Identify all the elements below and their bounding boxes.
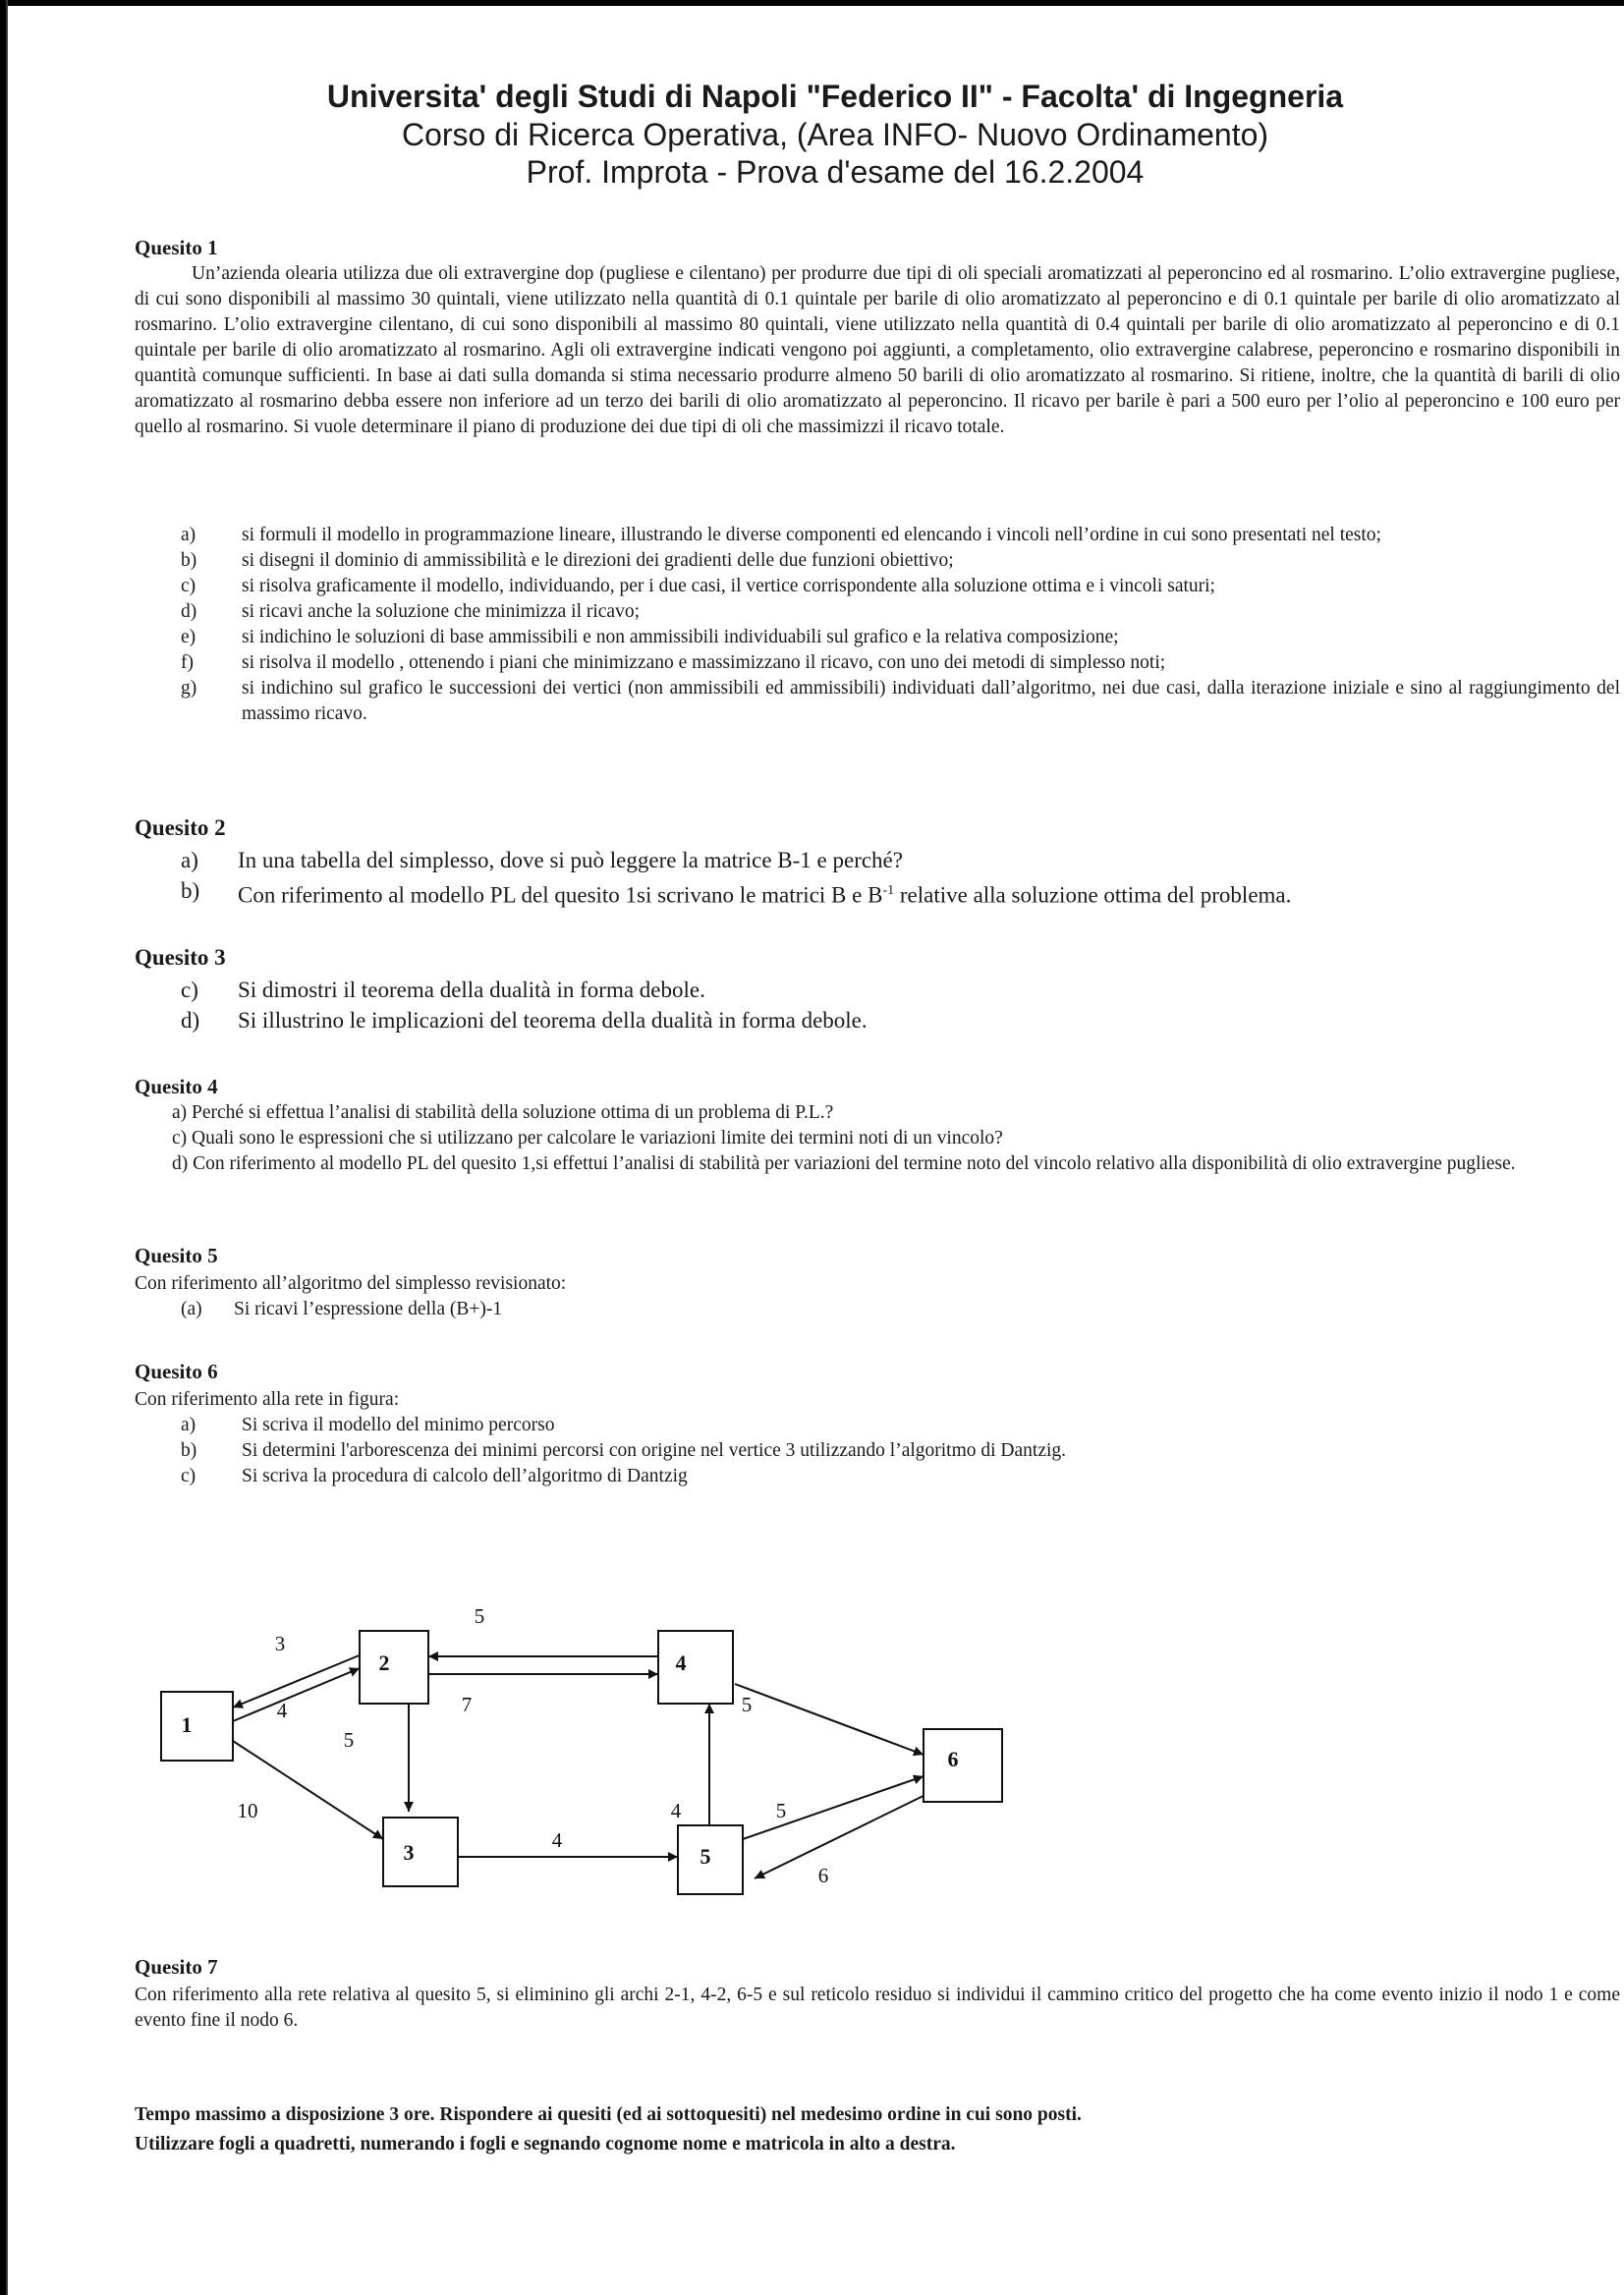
- list-text: si ricavi anche la soluzione che minimizza il ricavo;: [242, 601, 641, 622]
- list-marker: a): [181, 1415, 196, 1435]
- node-label: 6: [947, 1747, 959, 1771]
- edge-1-2: [233, 1668, 360, 1721]
- instructions-line-1: Tempo massimo a disposizione 3 ore. Rispondere ai quesiti (ed ai sottoquesiti) nel medesimo ordine in cui sono posti.: [135, 2104, 1082, 2125]
- list-item: a) Perché si effettua l’analisi di stabilità della soluzione ottima di un problema di P.L.?: [172, 1102, 834, 1123]
- list-marker: a): [181, 525, 196, 545]
- list-marker: c): [181, 1466, 196, 1486]
- list-text: si indichino sul grafico le successioni dei vertici (non ammissibili ed ammissibili) individuati dall’algoritmo, nei due casi, dalla iterazione iniziale e sino al raggiungimento del massimo ricavo.: [242, 678, 1620, 724]
- q7-title: Quesito 7: [135, 1955, 218, 1979]
- edge-4-6: [735, 1684, 924, 1755]
- list-marker: b): [181, 878, 200, 903]
- edge-weight: 4: [551, 1828, 563, 1852]
- node-label: 5: [700, 1844, 711, 1869]
- q2-b-superscript: -1: [882, 883, 895, 898]
- list-text: Si determini l'arborescenza dei minimi percorsi con origine nel vertice 3 utilizzando l’algoritmo di Dantzig.: [242, 1440, 1067, 1461]
- edge-5-6: [743, 1776, 924, 1839]
- node-box: [658, 1631, 733, 1704]
- q6-intro: Con riferimento alla rete in figura:: [135, 1389, 400, 1410]
- node-box: [924, 1729, 1002, 1802]
- edge-weight: 4: [276, 1699, 288, 1722]
- node-box: [360, 1631, 428, 1704]
- q5-title: Quesito 5: [135, 1244, 218, 1267]
- header-exam: Prof. Improta - Prova d'esame del 16.2.2004: [526, 154, 1145, 190]
- q7-text: Con riferimento alla rete relativa al quesito 5, si eliminino gli archi 2-1, 4-2, 6-5 e sul reticolo residuo si individui il cammino critico del progetto che ha come evento inizio il nodo 1 e come evento fine il nodo 6.: [135, 1985, 1620, 2031]
- exam-instructions: [135, 2100, 1082, 2159]
- node-label: 4: [675, 1651, 687, 1675]
- edge-1-3: [233, 1741, 383, 1839]
- list-text: In una tabella del simplesso, dove si può leggere la matrice B-1 e perché?: [238, 848, 903, 872]
- edge-weight: 10: [237, 1799, 258, 1822]
- list-marker: c): [181, 978, 198, 1002]
- edge-weight: 3: [274, 1632, 286, 1655]
- node-box: [383, 1818, 458, 1886]
- edge-weight: 5: [474, 1604, 485, 1628]
- edge-weight: 5: [741, 1693, 753, 1716]
- list-text: si risolva il modello , ottenendo i piani che minimizzano e massimizzano il ricavo, con uno dei metodi di simplesso noti;: [242, 652, 1166, 673]
- q1-title: Quesito 1: [135, 236, 218, 259]
- list-marker: c): [181, 576, 196, 596]
- q3-title: Quesito 3: [135, 945, 226, 970]
- list-text: Si dimostri il teorema della dualità in forma debole.: [238, 978, 705, 1002]
- list-text: Si ricavi l’espressione della (B+)-1: [234, 1299, 503, 1319]
- header-course: Corso di Ricerca Operativa, (Area INFO- Nuovo Ordinamento): [401, 117, 1269, 152]
- q2-b-text-start: Con riferimento al modello PL del quesito 1si scrivano le matrici B e B: [238, 882, 883, 908]
- edge-weight: 4: [670, 1799, 682, 1822]
- list-marker: f): [181, 652, 194, 673]
- list-text: Si scriva la procedura di calcolo dell’algoritmo di Dantzig: [242, 1466, 688, 1486]
- list-marker: g): [181, 678, 197, 699]
- node-label: 3: [403, 1840, 415, 1865]
- list-text: si formuli il modello in programmazione lineare, illustrando le diverse componenti ed elencando i vincoli nell’ordine in cui sono presentati nel testo;: [242, 525, 1381, 545]
- list-text: si indichino le soluzioni di base ammissibili e non ammissibili individuabili sul grafico e la relativa composizione;: [242, 627, 1119, 647]
- q2-title: Quesito 2: [135, 815, 226, 840]
- list-text: si disegni il dominio di ammissibilità e le direzioni dei gradienti delle due funzioni obiettivo;: [242, 550, 954, 571]
- header-university: Universita' degli Studi di Napoli "Federico II" - Facolta' di Ingegneria: [326, 79, 1344, 114]
- list-marker: (a): [181, 1299, 202, 1319]
- q2-b-text-end: relative alla soluzione ottima del problema.: [894, 882, 1292, 908]
- edge-weight: 7: [461, 1693, 473, 1716]
- list-item: c) Quali sono le espressioni che si utilizzano per calcolare le variazioni limite dei termini noti di un vincolo?: [172, 1128, 1003, 1148]
- list-marker: d): [181, 601, 197, 622]
- list-item: d) Con riferimento al modello PL del quesito 1,si effettui l’analisi di stabilità per variazioni del termine noto del vincolo relativo alla disponibilità di olio extravergine pugliese.: [172, 1153, 1516, 1174]
- q5-intro: Con riferimento all’algoritmo del simplesso revisionato:: [135, 1273, 567, 1294]
- node-label: 1: [181, 1712, 193, 1737]
- list-marker: e): [181, 627, 196, 647]
- q1-text-body: Un’azienda olearia utilizza due oli extravergine dop (pugliese e cilentano) per produrre due tipi di oli speciali aromatizzati al peperoncino ed al rosmarino. L’olio extravergine pugliese, di cui sono disponibili al massimo 30 quintali, viene utilizzato nella quantità di 0.1 quintale per barile di olio aromatizzato al peperoncino e di 0.1 quintale per barile di olio aromatizzato al rosmarino. L’olio extravergine cilentano, di cui sono disponibili al massimo 80 quintali, viene utilizzato nella quantità di 0.4 quintali per barile di olio aromatizzato al peperoncino e di 0.1 quintale per barile di olio aromatizzato al rosmarino. Agli oli extravergine indicati vengono poi aggiunti, a completamento, olio extravergine calabrese, peperoncino e rosmarino disponibili in quantità comunque sufficienti. In base ai dati sulla domanda si stima necessario produrre almeno 50 barili di olio aromatizzato al rosmarino. Si ritiene, inoltre, che la quantità di barili di olio aromatizzato al rosmarino debba essere non inferiore ad un terzo dei barili di olio aromatizzato al peperoncino. Il ricavo per barile è pari a 500 euro per l’olio al peperoncino e 100 euro per quello al rosmarino. Si vuole determinare il piano di produzione dei due tipi di oli che massimizzi il ricavo totale.: [135, 263, 1620, 437]
- list-text: si risolva graficamente il modello, individuando, per i due casi, il vertice corrispondente alla soluzione ottima e i vincoli saturi;: [242, 576, 1215, 596]
- list-text: Si scriva il modello del minimo percorso: [242, 1415, 555, 1435]
- edge-weight: 5: [343, 1728, 355, 1752]
- list-marker: a): [181, 848, 198, 872]
- q6-title: Quesito 6: [135, 1360, 218, 1383]
- node-label: 2: [378, 1651, 390, 1675]
- list-text: Si illustrino le implicazioni del teorema della dualità in forma debole.: [238, 1008, 868, 1033]
- list-marker: d): [181, 1008, 200, 1033]
- list-marker: b): [181, 550, 197, 571]
- list-marker: b): [181, 1440, 197, 1461]
- edge-weight: 5: [775, 1799, 787, 1822]
- q4-title: Quesito 4: [135, 1075, 218, 1098]
- node-box: [161, 1692, 233, 1761]
- edge-2-1: [233, 1654, 362, 1707]
- instructions-line-2: Utilizzare fogli a quadretti, numerando i fogli e segnando cognome nome e matricola in alto a destra.: [135, 2134, 956, 2155]
- edge-weight: 6: [817, 1864, 829, 1887]
